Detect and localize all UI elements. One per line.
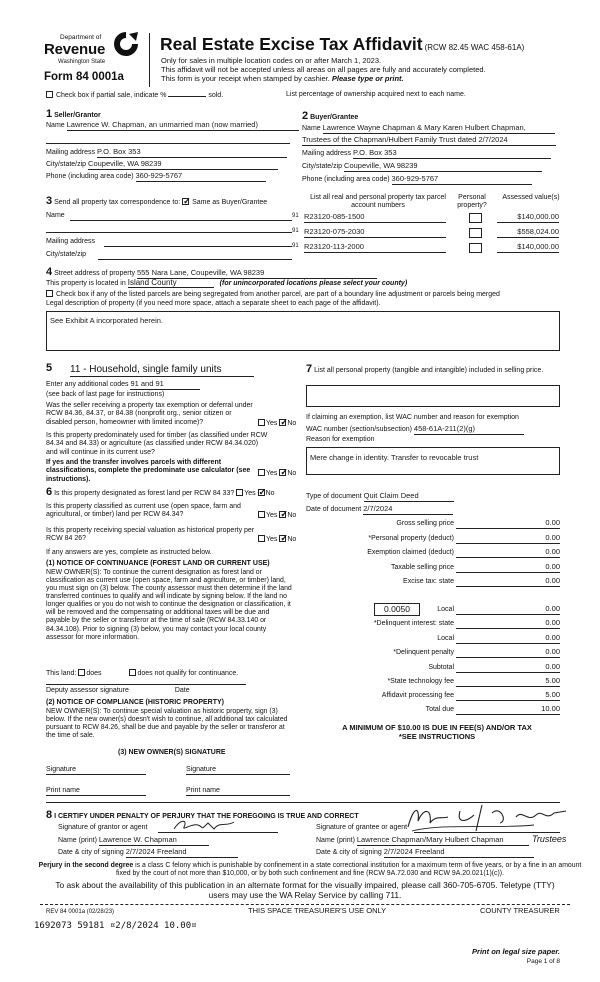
delinquent-penalty[interactable]: 0.00 (456, 648, 560, 658)
revision-number: REV 84 0001a (02/28/23) (46, 909, 115, 915)
seller-mailing-address[interactable]: P.O. Box 353 (97, 148, 287, 158)
trustees-handwritten: Trustees (532, 834, 567, 844)
forest-no-checkbox[interactable] (258, 489, 265, 496)
exemption-claimed[interactable]: 0.00 (456, 548, 560, 558)
legal-description-box[interactable] (46, 311, 560, 351)
gross-selling-price-label: Gross selling price (396, 520, 454, 527)
state-technology-fee-label: *State technology fee (387, 678, 454, 685)
land-use-code-select[interactable]: 11 - Household, single family units (70, 364, 254, 377)
revenue-logo-icon (112, 30, 140, 58)
header-line-2: This affidavit will not be accepted unless all areas on all pages are fully and accurately completed. (161, 65, 486, 74)
notice-continuance-title: (1) NOTICE OF CONTINUANCE (FOREST LAND OR CURRENT USE) (46, 560, 270, 567)
wa-state-label: Washington State (58, 59, 106, 65)
partial-sale-sold: sold. (208, 92, 224, 99)
grantee-signature[interactable] (404, 801, 574, 835)
new-owner-signature-2[interactable]: Signature (186, 766, 216, 773)
exemption-claimed-label: Exemption claimed (deduct) (367, 549, 454, 556)
buyer-city-state-zip[interactable]: Coupeville, WA 98239 (344, 162, 542, 172)
new-owner-print-name-2[interactable]: Print name (186, 787, 220, 794)
deputy-assessor-label: Deputy assessor signature (46, 687, 129, 694)
correspondence-mail-label: Mailing address (46, 238, 96, 245)
buyer-name-label: Name (302, 125, 321, 132)
current-use-question: Is this property classified as current use (open space, farm and agricultural, or timber) land per RCW 84.34? (46, 503, 241, 519)
delinquent-interest-state-label: *Delinquent interest: state (373, 620, 454, 627)
same-as-buyer-label: Same as Buyer/Grantee (192, 199, 268, 206)
legal-description-text: See Exhibit A incorporated herein. (50, 316, 163, 325)
personal-property-label: List all personal property (tangible and intangible) included in selling price. (314, 367, 544, 374)
timber-no-checkbox[interactable] (279, 469, 286, 476)
see-instructions-note: (see back of last page for instructions) (46, 391, 165, 398)
exemption-yes-checkbox[interactable] (258, 419, 265, 426)
assessed-column-header: Assessed value(s) (502, 194, 560, 201)
personal-deduct-label: *Personal property (deduct) (368, 535, 454, 542)
seller-city-state-zip[interactable]: Coupeville, WA 98239 (88, 160, 278, 170)
personal-property-checkbox[interactable] (469, 228, 482, 238)
partial-sale-label: Check box if partial sale, indicate % (55, 92, 167, 99)
notice-continuance-body: NEW OWNER(S): To continue the current designation as forest land or classification as current use (open space, farm and agriculture, or timber) land, you must sign on (3) below. The county assessor must then determine if the land transferred continues to qualify and will indicate by signing below. If the land no longer qualifies or you do not wish to continue the designation or classification, it will be removed and the compensating or additional taxes will be due and payable by the seller or transferor at the time of sale (RCW 84.33.140 or 84.34.108). Prior to signing (3) below, you may contact your local county assessor for more information. (46, 569, 292, 641)
assessed-value[interactable]: $140,000.00 (497, 243, 559, 253)
county-treasurer: COUNTY TREASURER (480, 906, 560, 915)
legal-description-label: Legal description of property (if you need more space, attach a separate sheet to each page of the affidavit). (46, 300, 381, 307)
seller-heading: Seller/Grantor (54, 112, 101, 119)
certify-statement: I CERTIFY UNDER PENALTY OF PERJURY THAT THE FOREGOING IS TRUE AND CORRECT (54, 813, 359, 820)
located-in-label: This property is located in (46, 280, 126, 287)
street-address-label: Street address of property (54, 270, 136, 277)
exemption-question: Was the seller receiving a property tax exemption or deferral under RCW 84.36, 84.37, or 84.38 (nonprofit org., senior citizen or disabled person, homeowner with limited income)? (46, 402, 253, 426)
buyer-name-line-1[interactable]: Lawrence Wayne Chapman & Mary Karen Hulbert Chapman, (323, 124, 555, 134)
taxable-price-label: Taxable selling price (390, 564, 454, 571)
subtotal[interactable]: 0.00 (456, 663, 560, 673)
document-date[interactable]: 2/7/2024 (363, 505, 453, 515)
seller-name[interactable]: Lawrence W. Chapman, an unmarried man (now married) (67, 121, 299, 131)
delinquent-interest-local-label: Local (437, 635, 454, 642)
seller-phone-label: Phone (including area code) (46, 173, 134, 180)
delinquent-penalty-label: *Delinquent penalty (393, 649, 454, 656)
exemption-wac-instruction: If claiming an exemption, list WAC number and reason for exemption (306, 414, 519, 421)
wac-number[interactable]: 458-61A-211(2)(g) (414, 425, 524, 435)
notice-compliance-title: (2) NOTICE OF COMPLIANCE (HISTORIC PROPERTY) (46, 699, 224, 706)
if-yes-instruction: If any answers are yes, complete as instructed below. (46, 549, 212, 556)
total-due[interactable]: 10.00 (456, 705, 560, 715)
grantor-signature[interactable] (170, 817, 240, 833)
personal-column-header: Personal property? (457, 194, 487, 210)
excise-tax-local[interactable]: 0.00 (456, 605, 560, 615)
personal-property-deduct[interactable]: 0.00 (456, 534, 560, 544)
doc-type-label: Type of document (306, 493, 362, 500)
total-due-label: Total due (425, 706, 454, 713)
parcel-mark: 91 (292, 243, 299, 249)
buyer-mail-label: Mailing address (302, 150, 352, 157)
grantor-date-city[interactable]: 2/7/2024 Freeland (126, 848, 238, 858)
segregated-label: Check box if any of the listed parcels are being segregated from another parcel, are part of a boundary line adjustment or parcels being merged (55, 291, 500, 298)
correspondence-name-label: Name (46, 212, 65, 219)
page-number: Page 1 of 8 (526, 958, 560, 965)
grantee-signature-label: Signature of grantee or agent (316, 824, 408, 831)
exemption-no-checkbox[interactable] (279, 419, 286, 426)
alternate-format-note: To ask about the availability of this publication in an alternate format for the visually impaired, please call 360-705-6705. Teletype (TTY) users may use the WA Relay Service by calling 711. (55, 880, 555, 900)
new-owner-print-name-1[interactable]: Print name (46, 787, 80, 794)
assessed-value[interactable]: $558,024.00 (497, 228, 559, 238)
personal-property-checkbox[interactable] (469, 243, 482, 253)
does-qualify-checkbox[interactable] (78, 669, 85, 676)
historic-yes-checkbox[interactable] (258, 535, 265, 542)
seller-city-label: City/state/zip (46, 161, 87, 168)
buyer-city-label: City/state/zip (302, 163, 343, 170)
property-street-address[interactable]: 555 Nara Lane, Coupeville, WA 98239 (137, 269, 377, 279)
wac-number-label: WAC number (section/subsection) (306, 426, 412, 433)
taxable-selling-price[interactable]: 0.00 (456, 563, 560, 573)
excise-tax-state[interactable]: 0.00 (456, 577, 560, 587)
buyer-phone[interactable]: 360-929-5767 (392, 175, 532, 185)
not-qualify-checkbox[interactable] (129, 669, 136, 676)
doc-date-label: Date of document (306, 506, 362, 513)
buyer-name-line-2[interactable]: Trustees of the Chapman/Hulbert Family Trust dated 2/7/2024 (302, 136, 556, 146)
personal-property-checkbox[interactable] (469, 213, 482, 223)
partial-sale-checkbox[interactable] (46, 91, 53, 98)
minimum-due-notice: A MINIMUM OF $10.00 IS DUE IN FEE(S) AND/OR TAX (342, 723, 532, 732)
excise-local-label: Local (437, 606, 454, 613)
forest-land-question: Is this property designated as forest land per RCW 84 33? (54, 490, 235, 497)
additional-codes[interactable]: 91 and 91 (130, 380, 200, 390)
correspondence-city-label: City/state/zip (46, 251, 87, 258)
current-use-yes-checkbox[interactable] (258, 511, 265, 518)
new-owner-signature-title: (3) NEW OWNER(S) SIGNATURE (118, 749, 226, 756)
see-instructions: *SEE INSTRUCTIONS (398, 732, 476, 741)
unincorporated-note: (for unincorporated locations please select your county) (219, 280, 408, 287)
parcel-number[interactable]: R23120-113-2000 (304, 243, 446, 253)
historic-no-checkbox[interactable] (279, 535, 286, 542)
seller-phone[interactable]: 360-929-5767 (136, 172, 266, 182)
delinquent-interest-state[interactable]: 0.00 (456, 619, 560, 629)
parcel-mark: 91 (292, 228, 299, 234)
perjury-heading: Perjury in the second degree (38, 862, 134, 869)
deputy-date-label: Date (174, 687, 190, 694)
notice-compliance-body: NEW OWNER(S): To continue special valuation as historic property, sign (3) below. If the new owner(s) doesn't wish to continue, all additional tax calculated pursuant to RCW 84.26, shall be due and payable by the seller or transferor at the time of sale. (46, 708, 288, 740)
excise-state-label: Excise tax: state (403, 578, 454, 585)
grantor-printed-name[interactable]: Lawrence W. Chapman (99, 836, 209, 846)
tax-correspondence-label: Send all property tax correspondence to: (54, 199, 181, 206)
historic-question: Is this property receiving special valuation as historical property per RCW 84 26? (46, 527, 255, 543)
affidavit-processing-fee[interactable]: 5.00 (456, 691, 560, 701)
parcel-column-header: List all real and personal property tax parcel account numbers (310, 194, 446, 210)
grantor-name-label: Name (print) (58, 837, 97, 844)
additional-codes-label: Enter any additional codes (46, 381, 129, 388)
receipt-stamp: 1692073 59181 ¤2/8/2024 10.00¤ (34, 921, 197, 931)
seller-name-label: Name (46, 122, 65, 129)
ownership-instruction: List percentage of ownership acquired next to each name. (286, 91, 466, 98)
assessed-value[interactable]: $140,000.00 (497, 213, 559, 223)
grantee-date-city[interactable]: 2/7/2024 Freeland (384, 848, 534, 858)
same-as-buyer-checkbox[interactable] (182, 198, 189, 205)
timber-yes-checkbox[interactable] (258, 469, 265, 476)
current-use-no-checkbox[interactable] (279, 511, 286, 518)
legal-paper-note: Print on legal size paper. (472, 947, 560, 956)
timber-question: Is this property predominately used for timber (as classified under RCW 84.34 and 84.33) or agriculture (as classified under RCW 84.34.020) and will continue in its current use? (46, 432, 268, 456)
grantee-printed-name[interactable]: Lawrence Chapman/Mary Hulbert Chapman (357, 836, 529, 846)
type-or-print: Please type or print. (331, 74, 404, 83)
form-title: Real Estate Excise Tax Affidavit (160, 34, 423, 54)
subtotal-label: Subtotal (428, 664, 454, 671)
parcel-number[interactable]: R23120-085-1500 (304, 213, 446, 223)
rcw-reference: (RCW 82.45 WAC 458-61A) (424, 43, 525, 52)
local-rate: 0.0050 (384, 604, 410, 614)
buyer-mailing-address[interactable]: P.O. Box 353 (353, 149, 551, 159)
predominate-use-note: If yes and the transfer involves parcels with different classifications, complete the predominate use calculator (see instructions). (46, 459, 251, 483)
affidavit-fee-label: Affidavit processing fee (381, 692, 454, 699)
parcel-number[interactable]: R23120-075-2030 (304, 228, 446, 238)
this-land-label: This land: (46, 670, 77, 677)
grantee-name-label: Name (print) (316, 837, 355, 844)
reason-label: Reason for exemption (306, 436, 375, 443)
perjury-text: is a class C felony which is punishable by confinement in a state correctional institution for a maximum term of five years, or by a fine in an amount fixed by the court of not more than $10,000, or by both such confinement and fine (RCW 9A.72.030 and RCW 9A.20.021(1)(c)). (116, 862, 582, 878)
county-select[interactable]: Island County (128, 278, 214, 288)
grantor-signature-label: Signature of grantor or agent (58, 824, 148, 831)
parcel-row (292, 228, 562, 240)
header-line-3: This form is your receipt when stamped by cashier. (161, 74, 330, 83)
buyer-heading: Buyer/Grantee (310, 114, 359, 121)
forest-yes-checkbox[interactable] (236, 489, 243, 496)
treasurer-use-only: THIS SPACE TREASURER'S USE ONLY (248, 906, 387, 915)
grantor-date-label: Date & city of signing (58, 849, 124, 856)
delinquent-interest-local[interactable]: 0.00 (456, 634, 560, 644)
parcel-row (292, 213, 562, 225)
local-rate-box[interactable] (374, 603, 420, 616)
segregated-checkbox[interactable] (46, 290, 53, 297)
form-number: Form 84 0001a (44, 71, 124, 83)
new-owner-signature-1[interactable]: Signature (46, 766, 76, 773)
revenue-wordmark: Revenue (44, 41, 106, 58)
exemption-reason-box[interactable] (306, 447, 560, 475)
gross-selling-price[interactable]: 0.00 (456, 519, 560, 529)
exemption-reason: Mere change in identity. Transfer to revocable trust (310, 453, 479, 462)
parcel-row (292, 243, 562, 255)
state-technology-fee[interactable]: 5.00 (456, 677, 560, 687)
grantee-date-label: Date & city of signing (316, 849, 382, 856)
parcel-mark: 91 (292, 213, 299, 219)
header-line-1: Only for sales in multiple location codes on or after March 1, 2023. (161, 56, 382, 65)
dept-of-label: Department of (60, 34, 102, 41)
buyer-phone-label: Phone (including area code) (302, 176, 390, 183)
personal-property-box[interactable] (306, 385, 560, 407)
document-type[interactable]: Quit Claim Deed (364, 492, 454, 502)
seller-mail-label: Mailing address (46, 149, 96, 156)
